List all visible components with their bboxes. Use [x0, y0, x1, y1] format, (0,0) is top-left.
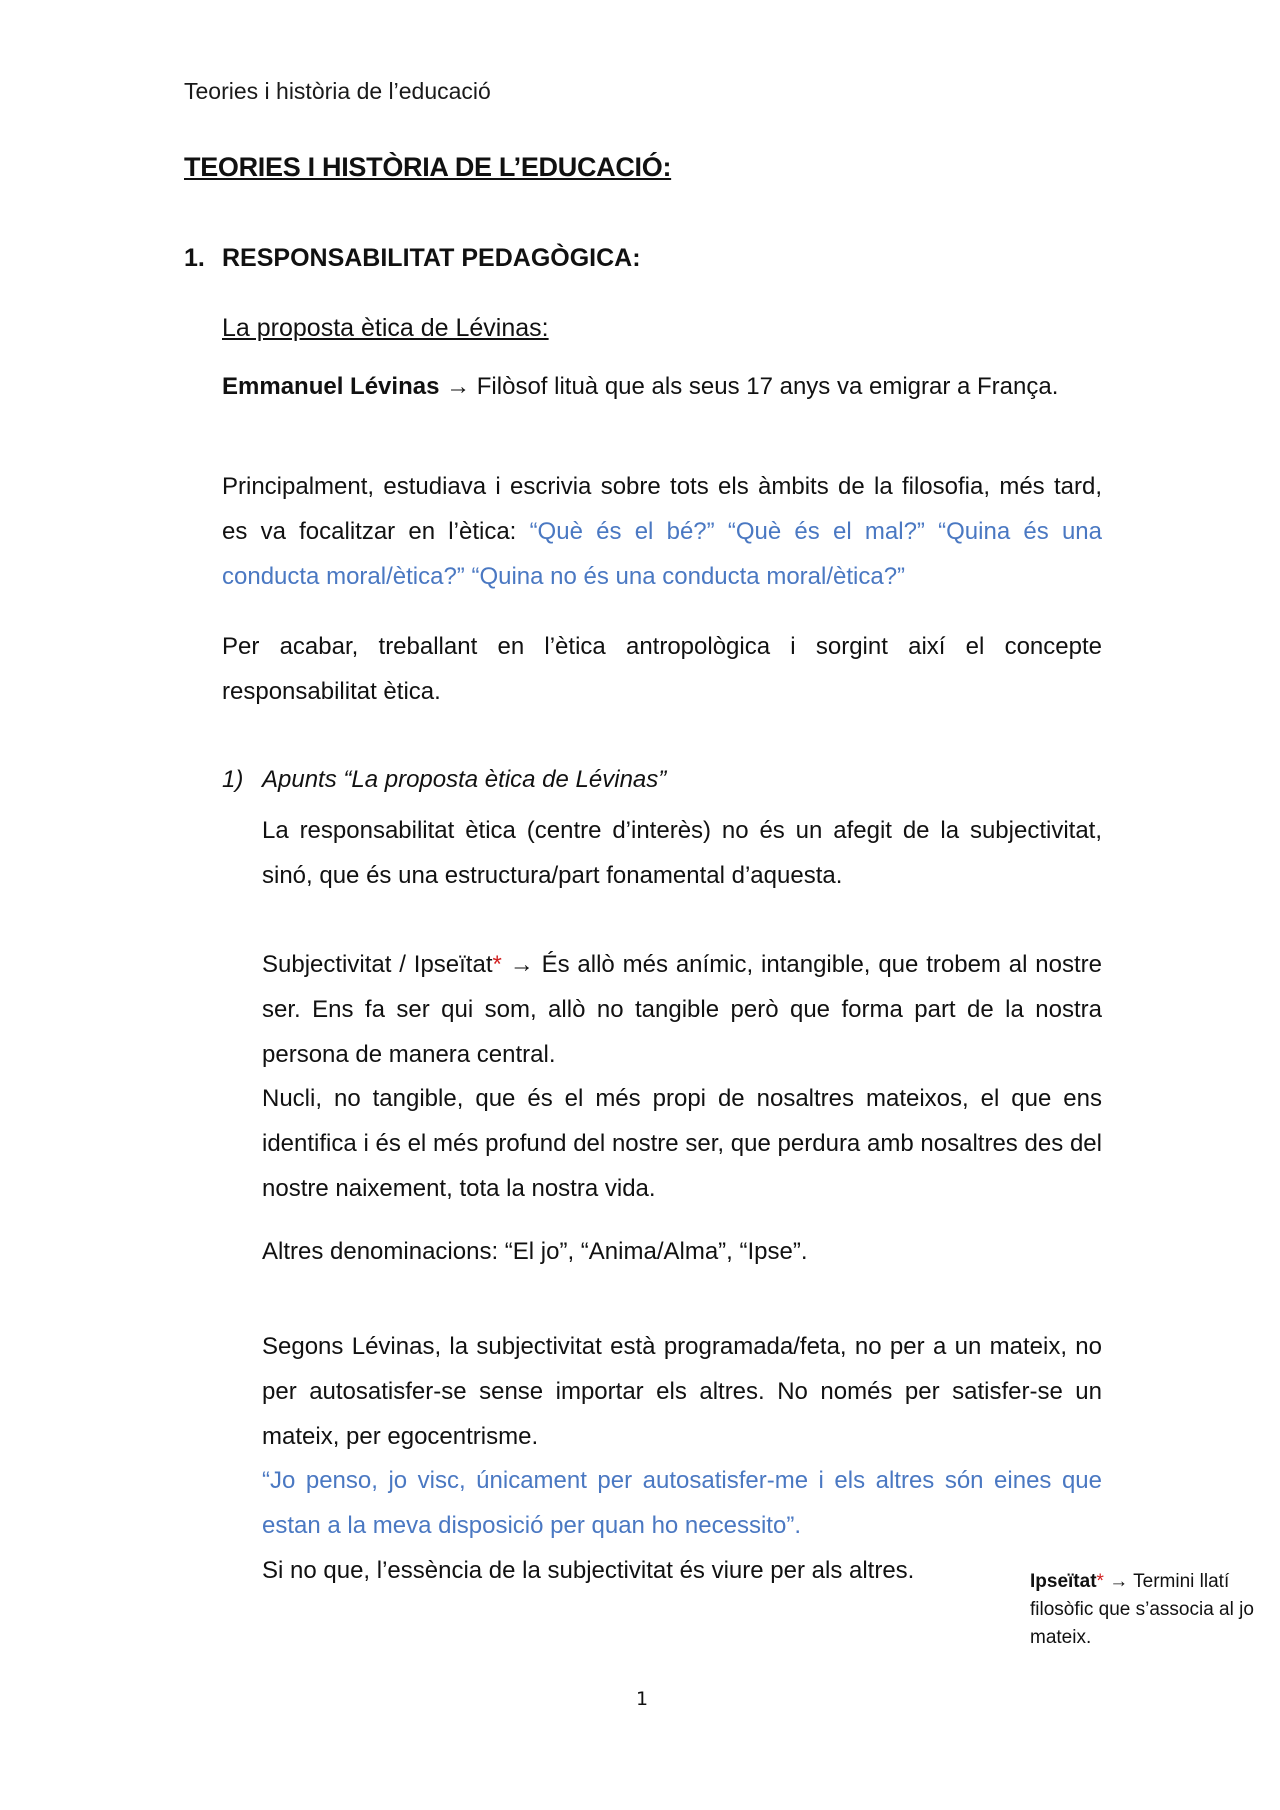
item-paragraph-3: Nucli, no tangible, que és el més propi de nosaltres mateixos, el que ens identifica i és el més profund del nostre ser, que perdura amb nosaltres des del nostre naixement, tota la nostra vida. — [262, 1085, 1102, 1202]
intro-paragraph — [222, 364, 1102, 409]
author-name: Emmanuel Lévinas — [222, 373, 440, 400]
section-title: RESPONSABILITAT PEDAGÒGICA: — [222, 244, 641, 272]
item-paragraph-1: La responsabilitat ètica (centre d’interès) no és un afegit de la subjectivitat, sinó, que és una estructura/part fonamental d’aquesta. — [262, 817, 1102, 889]
ethics-questions: “Què és el bé?” “Què és el mal?” “Quina és una conducta moral/ètica?” “Quina no és una conducta moral/ètica?” — [222, 518, 1103, 590]
quote-paragraph: “Jo penso, jo visc, únicament per autosatisfer-me i els altres són eines que estan a la meva disposició per quan ho necessito”. — [262, 1467, 1102, 1539]
list-item-title: Apunts “La proposta ètica de Lévinas” — [262, 766, 667, 793]
page-title: TEORIES I HISTÒRIA DE L’EDUCACIÓ: — [184, 152, 672, 182]
arrow: → — [1103, 1571, 1134, 1592]
arrow: → — [439, 373, 477, 400]
footnote-asterisk: * — [492, 951, 502, 978]
item-paragraph-5: Segons Lévinas, la subjectivitat està programada/feta, no per a un mateix, no per autosatisfer-se sense importar els altres. No només per satisfer-se un mateix, per egocentrisme. — [262, 1333, 1102, 1450]
footnote-text: Termini llatí filosòfic que s’associa al jo mateix. — [1030, 1571, 1254, 1648]
list-item-heading — [222, 766, 666, 794]
section-heading — [184, 244, 641, 273]
footnote-asterisk: * — [1096, 1571, 1104, 1592]
running-header: Teories i història de l’educació — [184, 78, 491, 104]
item-paragraph-2 — [262, 942, 1102, 1077]
list-item-number: 1) — [222, 766, 244, 793]
definition-term: Subjectivitat / Ipseïtat — [262, 951, 493, 978]
focus-paragraph — [222, 464, 1102, 599]
footnote-term: Ipseïtat — [1030, 1571, 1097, 1592]
item-paragraph-7: Si no que, l’essència de la subjectivitat és viure per als altres. — [262, 1557, 915, 1584]
page-number: 1 — [636, 1688, 649, 1710]
subheading: La proposta ètica de Lévinas: — [222, 314, 549, 342]
definition-text: És allò més anímic, intangible, que trobem al nostre ser. Ens fa ser qui som, allò no tangible però que forma part de la nostra persona de manera central. — [262, 951, 1102, 1068]
footnote — [1030, 1568, 1262, 1652]
focus-text: Principalment, estudiava i escrivia sobre tots els àmbits de la filosofia, més tard, es va focalitzar en l’ètica: — [222, 473, 1102, 545]
item-paragraph-4: Altres denominacions: “El jo”, “Anima/Alma”, “Ipse”. — [262, 1238, 808, 1265]
intro-description: Filòsof lituà que als seus 17 anys va emigrar a França. — [476, 373, 1059, 400]
arrow: → — [501, 951, 542, 978]
conclusion-paragraph: Per acabar, treballant en l’ètica antropològica i sorgint així el concepte responsabilitat ètica. — [222, 633, 1102, 705]
section-number: 1. — [184, 244, 205, 272]
